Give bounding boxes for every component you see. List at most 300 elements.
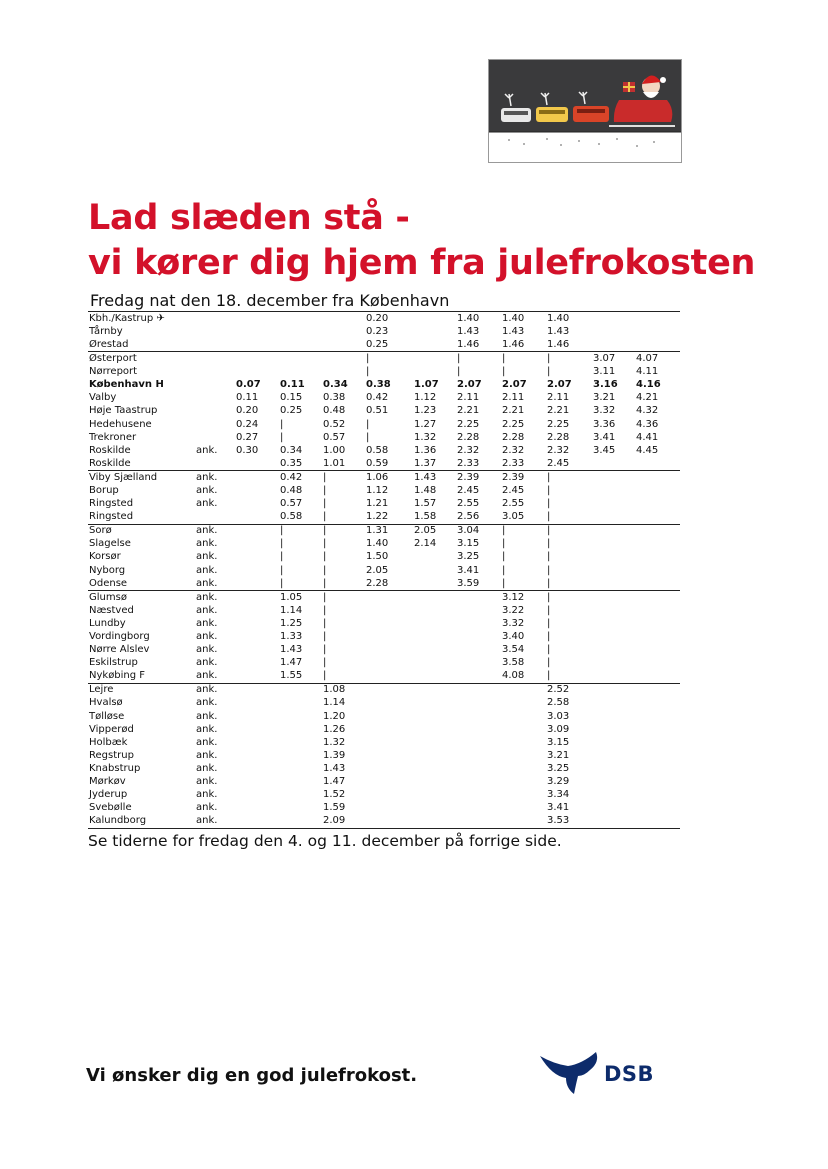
station-name: Knabstrup [89, 762, 141, 774]
station-name: Valby [89, 392, 117, 404]
departure-time: 1.43 [323, 762, 346, 774]
departure-time [593, 762, 636, 775]
departure-time: 2.09 [323, 815, 366, 829]
departure-time [280, 352, 323, 366]
departure-time: 0.30 [236, 444, 259, 456]
departure-time [236, 338, 280, 352]
station-name: Kalundborg [88, 815, 196, 829]
departure-time [636, 788, 680, 801]
station-name: Trekroner [89, 431, 137, 443]
departure-time [236, 762, 280, 775]
headline-line-1: Lad slæden stå - [88, 198, 410, 238]
station-name: Ringsted [89, 511, 134, 523]
arrival-marker: ank. [196, 471, 236, 485]
departure-time: | [280, 524, 323, 538]
departure-time: 3.45 [593, 444, 616, 456]
departure-time: 3.07 [593, 352, 636, 366]
departure-time [236, 643, 280, 656]
arrival-marker [196, 312, 236, 326]
departure-time [502, 723, 547, 736]
departure-time [593, 815, 636, 829]
departure-time [366, 815, 414, 829]
timetable-row [88, 577, 680, 591]
departure-time: | [323, 484, 327, 496]
departure-time [236, 471, 280, 485]
departure-time [457, 643, 502, 656]
departure-time [414, 656, 457, 669]
departure-time: 2.33 [502, 457, 525, 469]
departure-time [593, 723, 636, 736]
departure-time: 3.41 [593, 431, 616, 443]
departure-time [414, 801, 457, 814]
timetable-row [88, 670, 680, 684]
departure-time [414, 749, 457, 762]
departure-time [593, 617, 636, 630]
departure-time [593, 710, 636, 723]
timetable-row [88, 630, 680, 643]
departure-time: 0.24 [236, 418, 259, 430]
departure-time: 3.03 [547, 710, 570, 722]
departure-time [636, 697, 680, 710]
departure-time [414, 551, 457, 564]
departure-time [636, 590, 680, 604]
departure-time [593, 590, 636, 604]
departure-time [457, 630, 502, 643]
departure-time [593, 484, 636, 497]
departure-time [502, 815, 547, 829]
departure-time: | [323, 590, 366, 604]
santa-sleigh-train-illustration-icon [489, 60, 681, 162]
departure-time [236, 352, 280, 366]
greeting-text: Vi ønsker dig en god julefrokost. [86, 1065, 418, 1086]
departure-time: 2.28 [457, 431, 480, 443]
departure-time [236, 497, 280, 510]
departure-time [636, 749, 680, 762]
station-name: Nørre Alslev [89, 644, 150, 656]
arrival-marker: ank. [196, 736, 218, 748]
arrival-marker: ank. [196, 590, 236, 604]
departure-time: 3.58 [502, 657, 525, 669]
station-name: Vordingborg [89, 631, 150, 642]
timetable-row [88, 510, 680, 524]
arrival-marker: ank. [196, 789, 218, 801]
timetable-row [88, 551, 680, 564]
departure-time: 0.11 [280, 379, 305, 391]
departure-time: 0.07 [236, 379, 261, 391]
departure-time: 2.05 [366, 564, 389, 576]
departure-time: 1.20 [323, 710, 346, 722]
departure-time: 0.58 [280, 511, 303, 523]
departure-time [236, 617, 280, 630]
arrival-marker [196, 338, 236, 352]
arrival-marker [196, 431, 236, 444]
timetable-row [88, 656, 680, 669]
departure-time [636, 710, 680, 723]
departure-time [636, 630, 680, 643]
departure-time [414, 312, 457, 326]
departure-time: 1.12 [366, 484, 389, 496]
departure-time: | [366, 431, 370, 443]
departure-time: 0.42 [280, 471, 323, 485]
timetable-row [88, 590, 680, 604]
departure-time: 0.57 [280, 498, 303, 510]
departure-time [236, 815, 280, 829]
departure-time: 1.47 [323, 776, 346, 788]
departure-time: 2.11 [547, 392, 570, 404]
station-name: Roskilde [89, 444, 131, 456]
departure-time [636, 510, 680, 524]
departure-time: 3.25 [547, 762, 570, 774]
departure-time [414, 775, 457, 788]
timetable-row [88, 801, 680, 814]
departure-time: | [323, 471, 366, 485]
departure-time [593, 551, 636, 564]
departure-time: | [502, 577, 506, 589]
timetable-row [88, 497, 680, 510]
timetable-row [88, 378, 680, 391]
departure-time [236, 510, 280, 524]
departure-time: | [502, 366, 506, 378]
departure-time [414, 736, 457, 749]
departure-time: 0.51 [366, 405, 389, 417]
departure-time [280, 325, 323, 338]
timetable-row [88, 444, 680, 457]
departure-time [236, 484, 280, 497]
departure-time [636, 457, 680, 471]
timetable-row [88, 683, 680, 697]
timetable-row [88, 312, 680, 326]
departure-time: | [280, 538, 284, 550]
departure-time: | [547, 631, 551, 642]
departure-time [366, 670, 414, 684]
timetable-row [88, 617, 680, 630]
departure-time: | [502, 538, 506, 550]
departure-time: | [547, 498, 551, 510]
arrival-marker: ank. [196, 657, 218, 669]
station-name: Slagelse [89, 538, 131, 550]
timetable-section [88, 312, 680, 352]
departure-time [236, 577, 280, 591]
departure-time: 1.32 [414, 431, 437, 443]
departure-time [457, 617, 502, 630]
departure-time: 0.59 [366, 457, 389, 469]
departure-time: 2.11 [457, 392, 480, 404]
departure-time: | [547, 657, 551, 669]
departure-time [366, 697, 414, 710]
departure-time [636, 670, 680, 684]
departure-time [414, 590, 457, 604]
departure-time: 1.58 [414, 511, 437, 523]
departure-time: 1.43 [280, 644, 303, 656]
departure-time: | [366, 352, 414, 366]
departure-time [236, 538, 280, 551]
departure-time [280, 762, 323, 775]
timetable-row [88, 762, 680, 775]
departure-time [636, 538, 680, 551]
departure-time [636, 801, 680, 814]
departure-time [502, 697, 547, 710]
departure-time: | [323, 524, 366, 538]
departure-time: 2.21 [547, 405, 570, 417]
departure-time: 0.42 [366, 392, 389, 404]
departure-time: 1.43 [502, 325, 525, 337]
departure-time: 2.07 [547, 379, 572, 391]
departure-time: | [323, 498, 327, 510]
departure-time: | [547, 644, 551, 656]
departure-time [323, 312, 366, 326]
departure-time [593, 788, 636, 801]
departure-time [366, 736, 414, 749]
departure-time [280, 723, 323, 736]
departure-time: 0.38 [366, 379, 391, 391]
station-name: Viby Sjælland [88, 471, 196, 485]
departure-time: 2.56 [457, 511, 480, 523]
departure-time [593, 457, 636, 471]
departure-time: 1.14 [323, 697, 346, 709]
station-name: Nørreport [89, 366, 138, 378]
departure-time: | [547, 617, 551, 629]
departure-time [593, 312, 636, 326]
departure-time [636, 325, 680, 338]
departure-time [366, 762, 414, 775]
departure-time [636, 643, 680, 656]
departure-time [280, 749, 323, 762]
departure-time: | [502, 352, 547, 366]
departure-time [236, 656, 280, 669]
departure-time [236, 457, 280, 471]
arrival-marker: ank. [196, 670, 218, 682]
departure-time [366, 749, 414, 762]
departure-time: | [280, 564, 284, 576]
departure-time: 2.39 [457, 471, 502, 485]
departure-time [636, 497, 680, 510]
departure-time [414, 604, 457, 617]
departure-time [636, 577, 680, 591]
departure-time: 3.25 [457, 551, 480, 563]
departure-time [236, 670, 280, 684]
departure-time [280, 697, 323, 710]
timetable-row [88, 457, 680, 471]
departure-time [236, 312, 280, 326]
departure-time: 2.45 [547, 457, 570, 469]
departure-time: | [323, 564, 327, 576]
departure-time [366, 710, 414, 723]
departure-time [366, 590, 414, 604]
arrival-marker: ank. [196, 776, 218, 788]
departure-time: 3.59 [457, 577, 480, 589]
departure-time [323, 325, 366, 338]
departure-time [366, 801, 414, 814]
departure-time: 1.40 [547, 312, 593, 326]
departure-time [593, 497, 636, 510]
arrival-marker: ank. [196, 631, 218, 642]
departure-time: 2.07 [502, 379, 527, 391]
departure-time: 0.58 [366, 444, 389, 456]
departure-time: 2.28 [366, 577, 389, 589]
station-name: Korsør [89, 551, 121, 563]
departure-time: 1.55 [280, 670, 303, 682]
departure-time [280, 710, 323, 723]
departure-time: 1.43 [414, 471, 457, 485]
departure-time [457, 762, 502, 775]
departure-time: 1.48 [414, 484, 437, 496]
departure-time [236, 365, 280, 378]
departure-time [593, 510, 636, 524]
departure-time [593, 683, 636, 697]
departure-time [457, 670, 502, 684]
departure-time: | [547, 471, 593, 485]
departure-time: | [547, 484, 551, 496]
departure-time [636, 551, 680, 564]
timetable-row [88, 710, 680, 723]
departure-time: 2.28 [502, 431, 525, 443]
departure-time: 2.45 [502, 484, 525, 496]
departure-time [366, 788, 414, 801]
departure-time: 1.40 [457, 312, 502, 326]
departure-time: 1.22 [366, 511, 389, 523]
departure-time: 2.25 [502, 418, 525, 430]
departure-time: 0.27 [236, 431, 259, 443]
departure-time [236, 775, 280, 788]
departure-time [366, 775, 414, 788]
departure-time [502, 683, 547, 697]
departure-time: 0.35 [280, 457, 303, 469]
departure-time: 4.45 [636, 444, 659, 456]
departure-time: 2.25 [457, 418, 480, 430]
departure-time: 1.14 [280, 604, 303, 616]
station-name: Kbh./Kastrup ✈ [88, 312, 196, 326]
departure-time: 4.21 [636, 392, 659, 404]
departure-time [280, 775, 323, 788]
departure-time: 0.57 [323, 431, 346, 443]
departure-time [593, 630, 636, 643]
departure-time [593, 471, 636, 485]
departure-time: 3.21 [593, 392, 616, 404]
departure-time: | [547, 577, 551, 589]
departure-time: 0.48 [323, 405, 346, 417]
dsb-logo-icon [538, 1050, 602, 1096]
departure-time [457, 749, 502, 762]
departure-time: 3.16 [593, 379, 618, 391]
departure-time: 1.25 [280, 617, 303, 629]
departure-time [457, 736, 502, 749]
departure-time: 1.12 [414, 392, 437, 404]
timetable-row [88, 418, 680, 431]
departure-time: 2.05 [414, 524, 457, 538]
departure-time: 2.45 [457, 484, 480, 496]
departure-time [366, 630, 414, 643]
departure-time [636, 604, 680, 617]
departure-time: 0.25 [280, 405, 303, 417]
timetable-row [88, 564, 680, 577]
departure-time: 1.07 [414, 379, 439, 391]
station-name: Odense [89, 577, 128, 589]
departure-time: 2.32 [457, 444, 480, 456]
timetable-row [88, 471, 680, 485]
departure-time: | [323, 604, 327, 616]
station-name: Ringsted [89, 498, 134, 510]
departure-time: | [323, 577, 327, 589]
arrival-marker: ank. [196, 697, 218, 709]
departure-time: 3.15 [457, 538, 480, 550]
departure-time: 1.43 [457, 325, 480, 337]
departure-time [502, 749, 547, 762]
station-name: Hedehusene [89, 418, 152, 430]
departure-time [636, 524, 680, 538]
arrival-marker: ank. [196, 484, 218, 496]
station-name: Borup [89, 484, 119, 496]
departure-time [636, 312, 680, 326]
departure-time: 3.15 [547, 736, 570, 748]
station-name: Tølløse [89, 710, 125, 722]
departure-time [502, 736, 547, 749]
departure-time: 3.22 [502, 604, 525, 616]
departure-time [414, 617, 457, 630]
timetable-row [88, 604, 680, 617]
departure-time: | [280, 551, 284, 563]
departure-time: | [323, 511, 327, 523]
arrival-marker: ank. [196, 683, 236, 697]
departure-time [236, 723, 280, 736]
departure-time [366, 656, 414, 669]
departure-time: | [323, 657, 327, 669]
departure-time: 3.32 [593, 405, 616, 417]
station-name: Nykøbing F [89, 670, 146, 682]
departure-time [593, 325, 636, 338]
departure-time [414, 670, 457, 684]
departure-time: 1.00 [323, 444, 346, 456]
departure-time: 4.36 [636, 418, 659, 430]
departure-time: | [547, 590, 593, 604]
departure-time: 1.43 [547, 325, 570, 337]
arrival-marker: ank. [196, 524, 236, 538]
departure-time: | [547, 366, 551, 378]
departure-time: | [323, 670, 327, 682]
departure-time [414, 643, 457, 656]
departure-time: 0.11 [236, 392, 259, 404]
departure-time: 1.05 [280, 590, 323, 604]
arrival-marker: ank. [196, 444, 218, 456]
departure-time [636, 775, 680, 788]
santa-sleigh-illustration [488, 59, 682, 163]
departure-time: 1.32 [323, 736, 346, 748]
timetable-row [88, 736, 680, 749]
departure-time: 1.47 [280, 657, 303, 669]
timetable-row [88, 352, 680, 366]
departure-time: 1.27 [414, 418, 437, 430]
departure-time: 1.52 [323, 789, 346, 801]
departure-time [280, 312, 323, 326]
departure-time: 2.14 [414, 538, 437, 550]
departure-time: 2.55 [457, 498, 480, 510]
departure-time: 2.11 [502, 392, 525, 404]
departure-time [593, 736, 636, 749]
departure-time [457, 656, 502, 669]
arrival-marker [196, 325, 236, 338]
note-text: Se tiderne for fredag den 4. og 11. december på forrige side. [88, 832, 562, 850]
arrival-marker: ank. [196, 762, 218, 774]
departure-time [457, 697, 502, 710]
departure-time: 2.32 [547, 444, 570, 456]
departure-time: | [547, 538, 551, 550]
departure-time [236, 524, 280, 538]
departure-time [280, 801, 323, 814]
departure-time: 1.40 [502, 312, 547, 326]
departure-time: 3.36 [593, 418, 616, 430]
departure-time [636, 683, 680, 697]
departure-time [236, 749, 280, 762]
departure-time: | [366, 418, 370, 430]
